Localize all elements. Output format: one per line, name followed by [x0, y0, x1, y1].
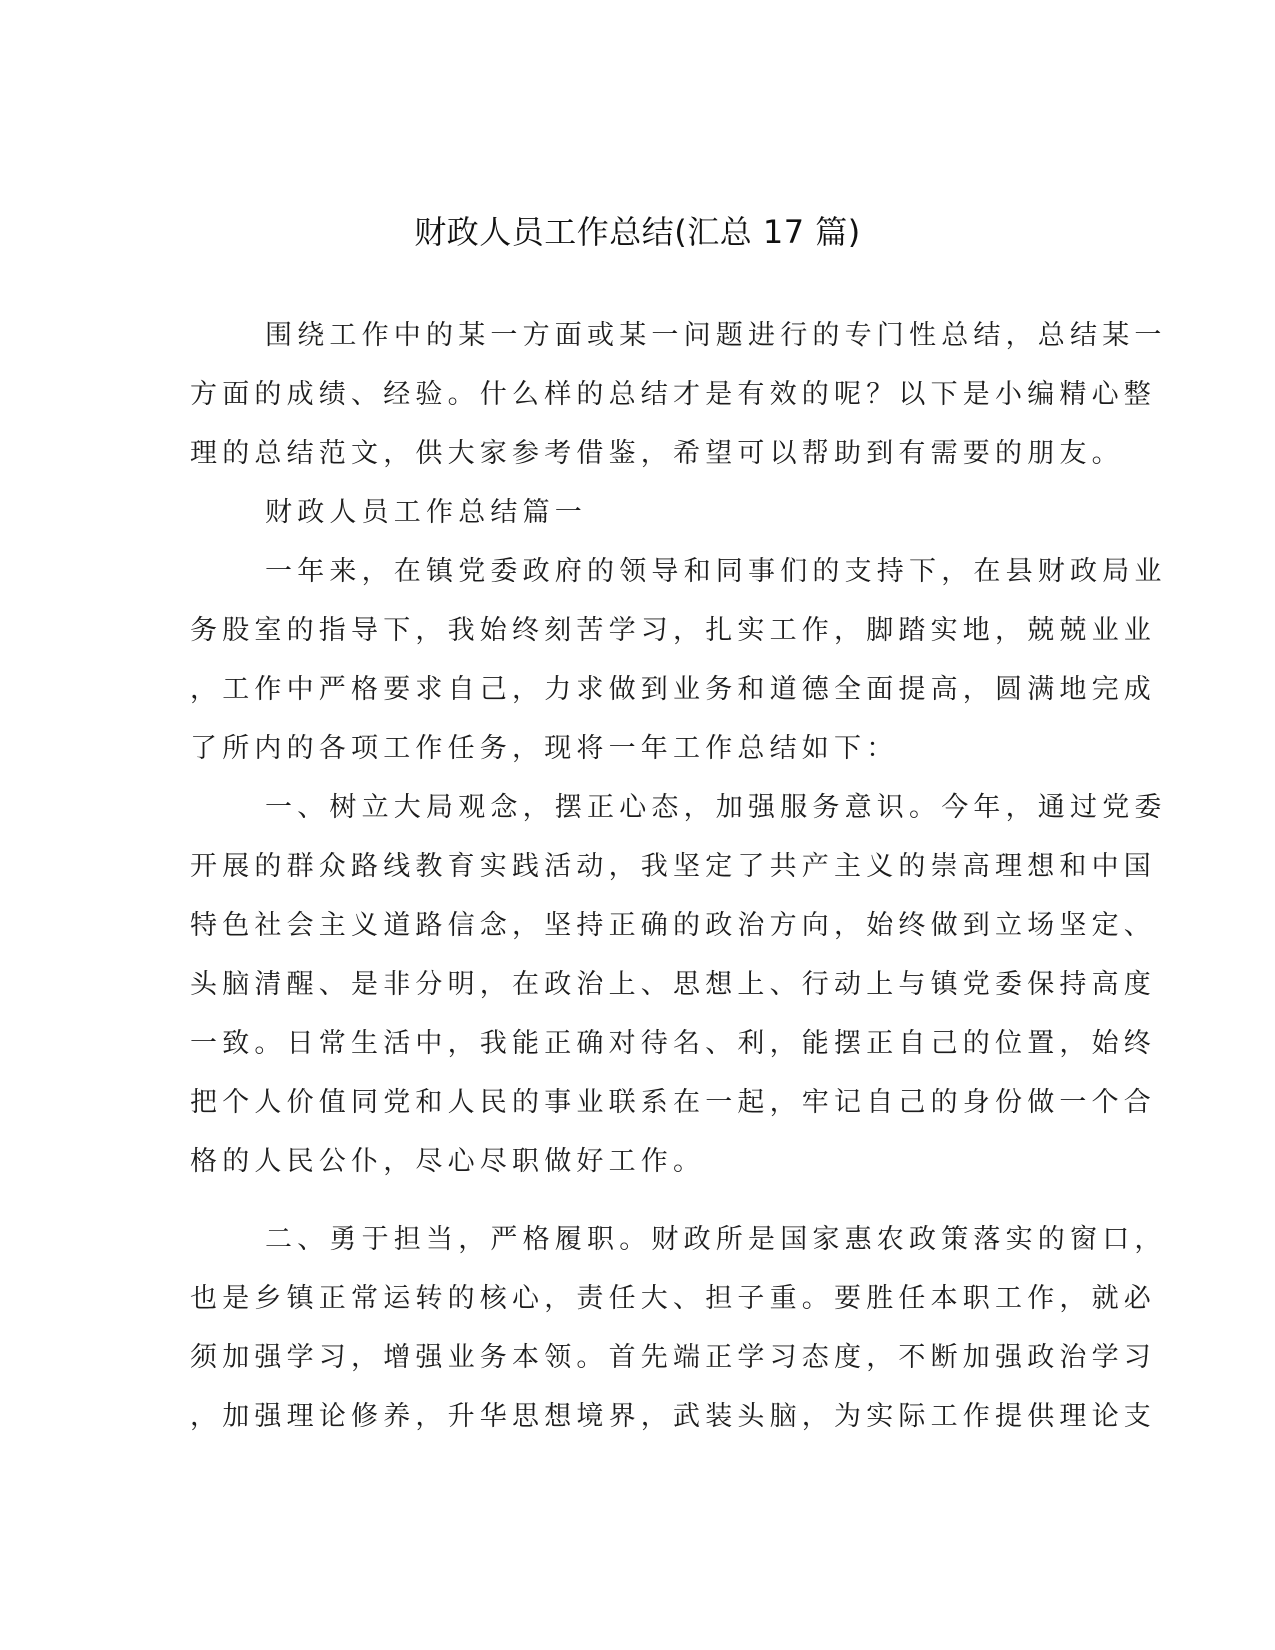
- paragraph-line: 一年来，在镇党委政府的领导和同事们的支持下，在县财政局业: [265, 556, 1167, 587]
- paragraph-line: 务股室的指导下，我始终刻苦学习，扎实工作，脚踏实地，兢兢业业: [190, 615, 1156, 646]
- paragraph-line: 一致。日常生活中，我能正确对待名、利，能摆正自己的位置，始终: [190, 1028, 1156, 1059]
- paragraph-line: 围绕工作中的某一方面或某一问题进行的专门性总结，总结某一: [265, 320, 1167, 351]
- paragraph-line: 一、树立大局观念，摆正心态，加强服务意识。今年，通过党委: [265, 792, 1167, 823]
- document-title: 财政人员工作总结(汇总 17 篇): [414, 213, 861, 251]
- paragraph-line: ，加强理论修养，升华思想境界，武装头脑，为实际工作提供理论支: [190, 1401, 1156, 1432]
- paragraph-line: 二、勇于担当，严格履职。财政所是国家惠农政策落实的窗口，: [265, 1224, 1167, 1255]
- paragraph-line: 开展的群众路线教育实践活动，我坚定了共产主义的崇高理想和中国: [190, 851, 1156, 882]
- paragraph-line: 须加强学习，增强业务本领。首先端正学习态度，不断加强政治学习: [190, 1342, 1156, 1373]
- section-heading: 财政人员工作总结篇一: [265, 497, 587, 528]
- paragraph-line: 了所内的各项工作任务，现将一年工作总结如下：: [190, 733, 899, 764]
- paragraph-line: ，工作中严格要求自己，力求做到业务和道德全面提高，圆满地完成: [190, 674, 1156, 705]
- paragraph-line: 理的总结范文，供大家参考借鉴，希望可以帮助到有需要的朋友。: [190, 438, 1124, 469]
- paragraph-line: 特色社会主义道路信念，坚持正确的政治方向，始终做到立场坚定、: [190, 910, 1156, 941]
- paragraph-line: 把个人价值同党和人民的事业联系在一起，牢记自己的身份做一个合: [190, 1087, 1156, 1118]
- paragraph-line: 格的人民公仆，尽心尽职做好工作。: [190, 1146, 706, 1177]
- paragraph-line: 也是乡镇正常运转的核心，责任大、担子重。要胜任本职工作，就必: [190, 1283, 1156, 1314]
- paragraph-line: 头脑清醒、是非分明，在政治上、思想上、行动上与镇党委保持高度: [190, 969, 1156, 1000]
- paragraph-line: 方面的成绩、经验。什么样的总结才是有效的呢？以下是小编精心整: [190, 379, 1156, 410]
